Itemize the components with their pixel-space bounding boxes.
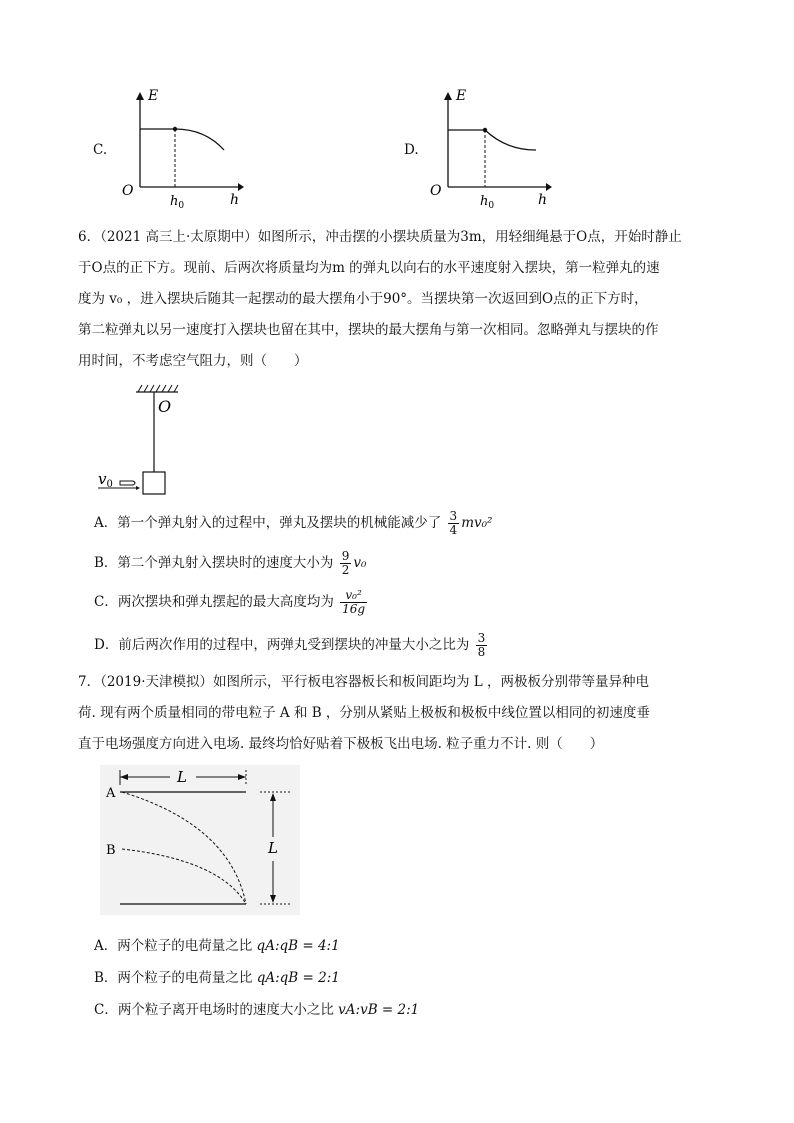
pendulum-block bbox=[143, 472, 165, 494]
graph-c-tick: $h_0$ bbox=[170, 194, 185, 211]
q7-capacitor-figure bbox=[100, 765, 300, 915]
pivot-label: O bbox=[158, 397, 172, 416]
q7-option-c[interactable]: C．两个粒子离开电场时的速度大小之比 vA:vB = 2:1 bbox=[94, 1002, 420, 1018]
graph-c-origin: O bbox=[122, 183, 134, 199]
q6-option-d[interactable]: D．前后两次作用的过程中，两弹丸受到摆块的冲量大小之比为 $\frac{3}{8}$ bbox=[94, 631, 486, 659]
q6-option-a[interactable]: A．第一个弹丸射入的过程中，弹丸及摆块的机械能减少了 $\frac{3}{4}$ mv₀² bbox=[94, 509, 493, 537]
q7-line-1: 7．（2019·天津模拟）如图所示，平行板电容器板长和板间距均为 L ，两极板分别带等量异种电 bbox=[78, 674, 650, 690]
q7-line-3: 直于电场强度方向进入电场. 最终均恰好贴着下极板飞出电场. 粒子重力不计. 则（ ） bbox=[78, 736, 604, 752]
q6-option-b[interactable]: B．第二个弹丸射入摆块时的速度大小为 $\frac{9}{2}$ v₀ bbox=[94, 549, 367, 577]
velocity-label: $v_0$ bbox=[98, 470, 113, 490]
q7-option-b[interactable]: B．两个粒子的电荷量之比 qA:qB = 2:1 bbox=[94, 970, 340, 986]
option-d-label: D. bbox=[404, 142, 419, 158]
q7-option-a[interactable]: A．两个粒子的电荷量之比 qA:qB = 4:1 bbox=[94, 938, 340, 954]
fraction: $\frac{3}{8}$ bbox=[477, 631, 486, 659]
graph-c-y-arrow bbox=[136, 92, 144, 100]
particle-a-label: A bbox=[106, 786, 116, 801]
q7-line-2: 荷. 现有两个质量相同的带电粒子 A 和 B ，分别从紧贴上极板和极板中线位置以相同的初速度垂 bbox=[78, 705, 650, 721]
q6-pendulum-figure bbox=[90, 380, 200, 502]
graph-c-curve bbox=[140, 129, 224, 150]
graph-d bbox=[418, 82, 568, 214]
graph-c-x-arrow bbox=[238, 183, 244, 191]
length-label: L bbox=[177, 768, 187, 786]
q6-stem bbox=[78, 222, 718, 377]
graph-d-curve bbox=[448, 130, 536, 150]
graph-d-origin: O bbox=[430, 183, 442, 199]
bullet bbox=[120, 481, 135, 485]
graph-c bbox=[110, 82, 260, 214]
particle-b-label: B bbox=[106, 843, 116, 858]
q6-line-5: 用时间，不考虑空气阻力，则（ ） bbox=[78, 353, 308, 369]
graph-d-tick: $h_0$ bbox=[480, 194, 495, 211]
fraction: $\frac{3}{4}$ bbox=[449, 509, 458, 537]
fraction: $\frac{9}{2}$ bbox=[341, 549, 350, 577]
graph-c-x-label: h bbox=[230, 192, 240, 208]
q6-line-2: 于O点的正下方。现前、后两次将质量均为m 的弹丸以向右的水平速度射入摆块，第一粒弹丸的速 bbox=[78, 260, 660, 276]
gap-label: L bbox=[268, 839, 278, 857]
q6-line-1: 6．（2021 高三上·太原期中）如图所示，冲击摆的小摆块质量为3m，用轻细绳悬于O点，开始时静止 bbox=[78, 229, 682, 245]
graph-d-y-arrow bbox=[444, 92, 452, 100]
q7-stem bbox=[78, 667, 718, 760]
q6-line-4: 第二粒弹丸以另一速度打入摆块也留在其中，摆块的最大摆角与第一次相同。忽略弹丸与摆块的作 bbox=[78, 322, 659, 338]
fraction: $\frac{\text{v₀²}}{16g}$ bbox=[342, 588, 366, 616]
graph-c-y-label: E bbox=[148, 88, 159, 104]
option-c-label: C. bbox=[93, 142, 108, 158]
graph-d-x-label: h bbox=[538, 192, 548, 208]
graph-d-y-label: E bbox=[456, 88, 467, 104]
q6-option-c[interactable]: C．两次摆块和弹丸摆起的最大高度均为 $\frac{\text{v₀²}}{16g}$ bbox=[94, 588, 366, 616]
ceiling-hatch bbox=[138, 385, 178, 392]
q6-line-3: 度为 v₀ ，进入摆块后随其一起摆动的最大摆角小于90°。当摆块第一次返回到O点的正下方时， bbox=[78, 291, 648, 307]
graph-d-x-arrow bbox=[546, 183, 552, 191]
